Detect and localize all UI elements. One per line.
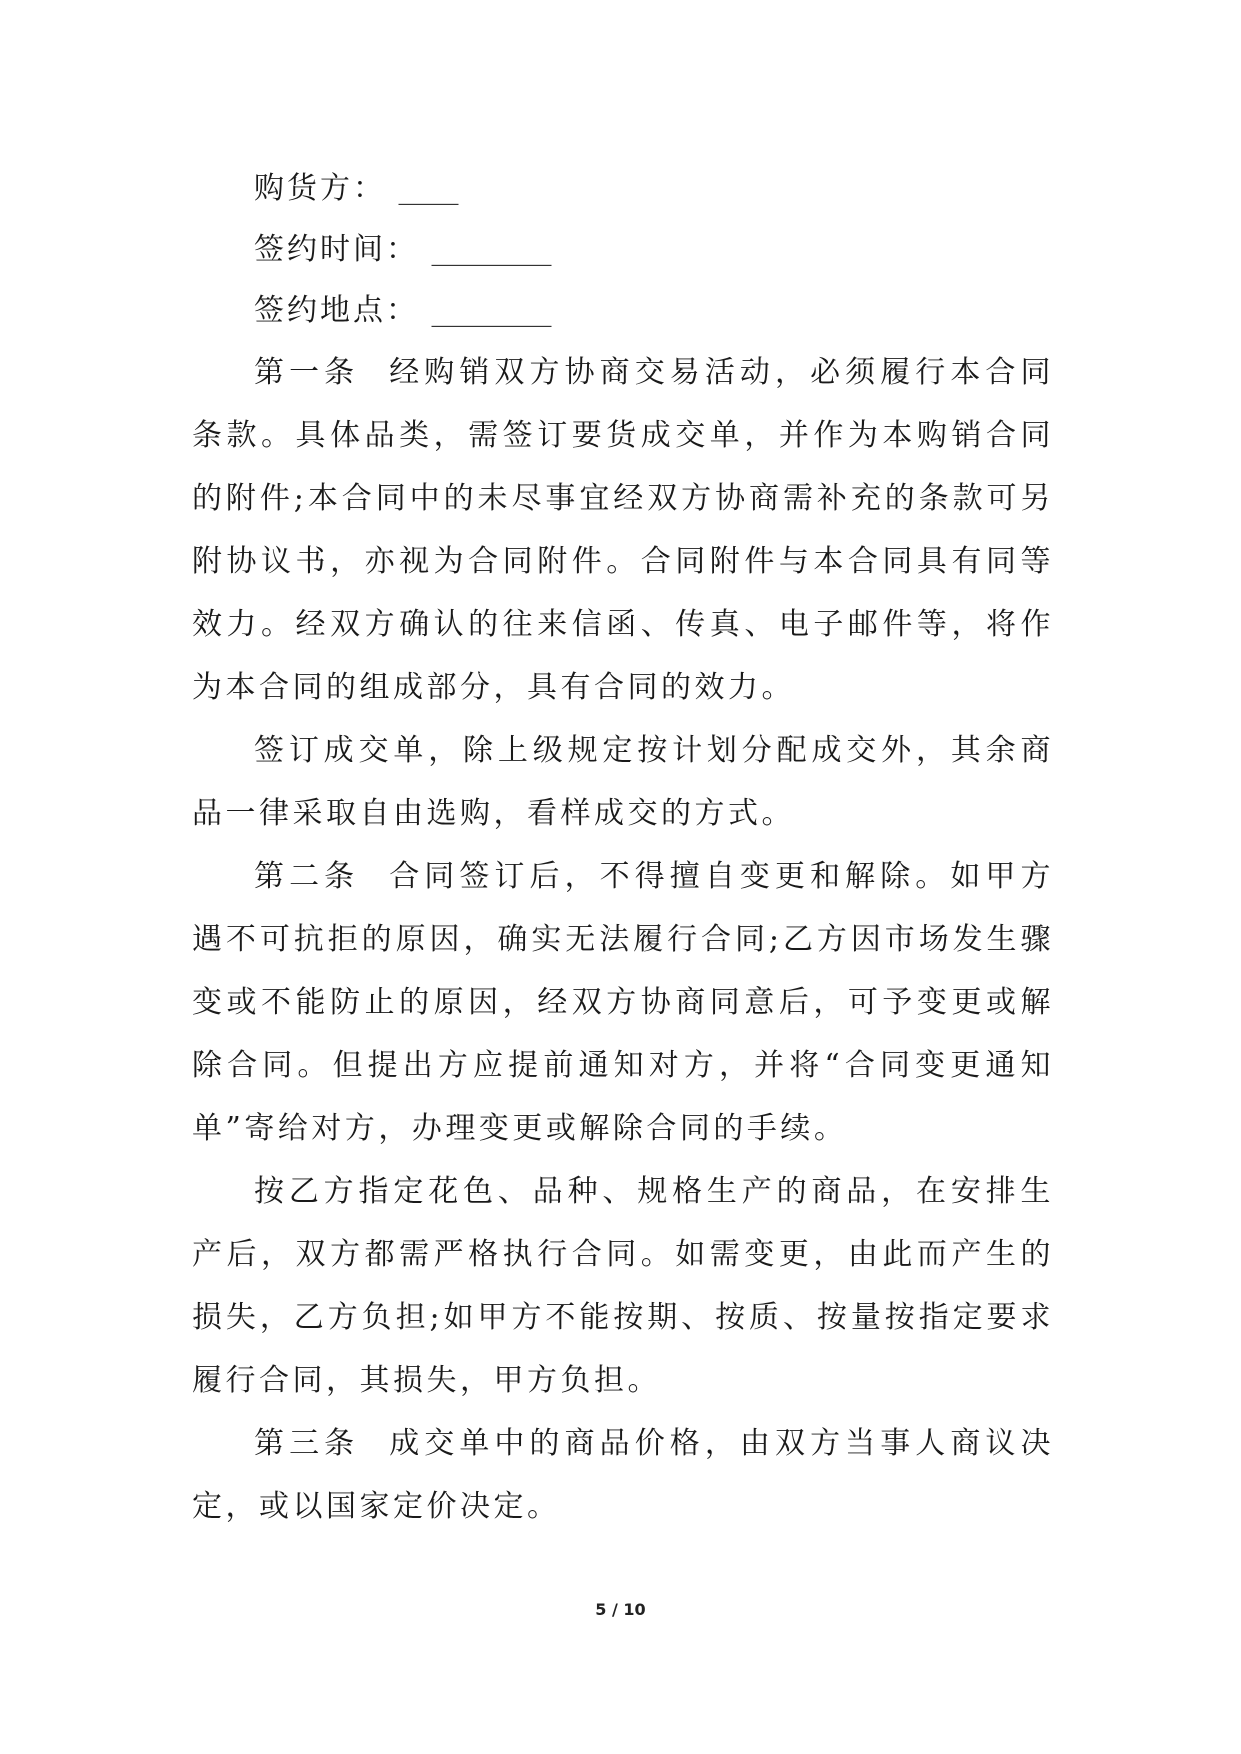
clause-2-supplement-text: 按乙方指定花色、品种、规格生产的商品，在安排生产后，双方都需严格执行合同。如需变更，由此而产生的损失，乙方负担;如甲方不能按期、按质、按量按指定要求履行合同，其损失，甲方负担。: [192, 1174, 1054, 1398]
signing-place-field: [192, 280, 1054, 341]
clause-3-text: 成交单中的商品价格，由双方当事人商议决定，或以国家定价决定。: [192, 1426, 1055, 1524]
signing-time-blank: ________: [431, 232, 552, 267]
clause-1-paragraph: [192, 341, 1054, 719]
buyer-field: [192, 158, 1054, 219]
clause-2-number: 第二条: [254, 859, 360, 894]
clause-3-number: 第三条: [254, 1426, 360, 1461]
page-number: 5 / 10: [595, 1600, 646, 1619]
clause-2-supplement-paragraph: [192, 1160, 1054, 1412]
clause-2-paragraph: [192, 845, 1054, 1160]
clause-1-text: 经购销双方协商交易活动，必须履行本合同条款。具体品类，需签订要货成交单，并作为本购销合同的附件;本合同中的未尽事宜经双方协商需补充的条款可另附协议书，亦视为合同附件。合同附件与本合同具有同等效力。经双方确认的往来信函、传真、电子邮件等，将作为本合同的组成部分，具有合同的效力。: [192, 355, 1055, 705]
clause-3-paragraph: [192, 1412, 1054, 1538]
signing-time-label: 签约时间：: [254, 232, 419, 267]
clause-1-supplement-text: 签订成交单，除上级规定按计划分配成交外，其余商品一律采取自由选购，看样成交的方式。: [192, 733, 1054, 831]
clause-1-number: 第一条: [254, 355, 360, 390]
buyer-blank: ____: [398, 171, 459, 206]
document-body: [192, 158, 1054, 1538]
signing-place-label: 签约地点：: [254, 293, 419, 328]
clause-2-text: 合同签订后，不得擅自变更和解除。如甲方遇不可抗拒的原因，确实无法履行合同;乙方因市场发生骤变或不能防止的原因，经双方协商同意后，可予变更或解除合同。但提出方应提前通知对方，并将“合同变更通知单”寄给对方，办理变更或解除合同的手续。: [192, 859, 1055, 1146]
buyer-label: 购货方：: [254, 171, 386, 206]
signing-time-field: [192, 219, 1054, 280]
clause-1-supplement-paragraph: [192, 719, 1054, 845]
signing-place-blank: ________: [431, 293, 552, 328]
